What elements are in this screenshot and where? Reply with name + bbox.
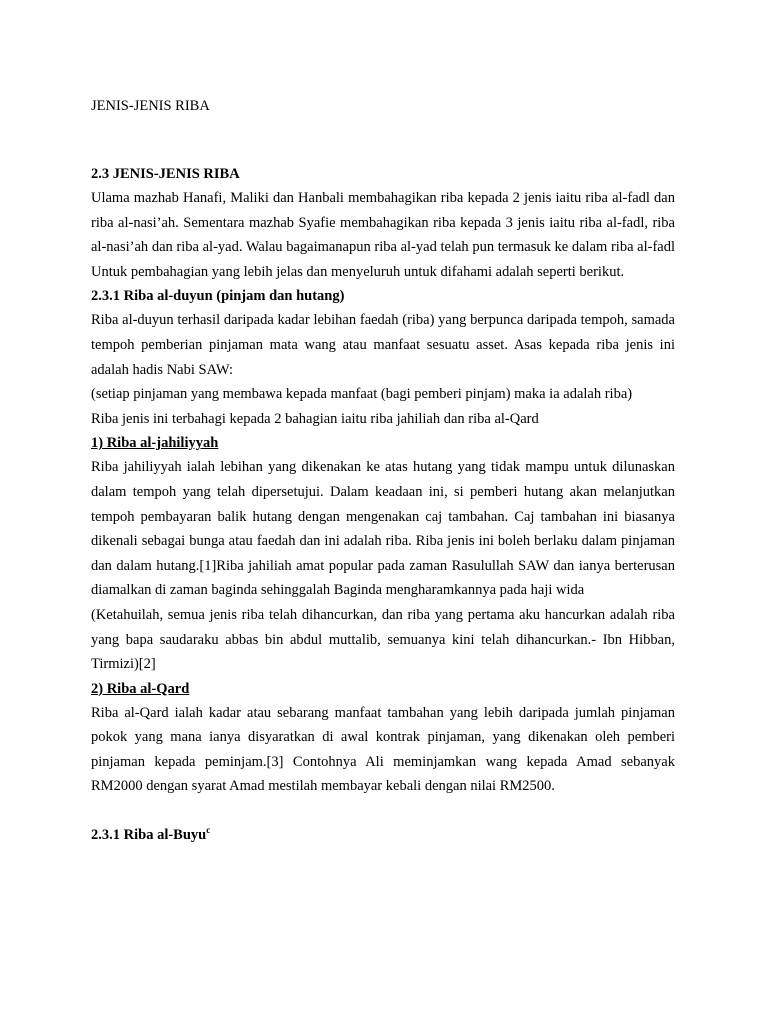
jahiliyyah-paragraph: Riba jahiliyyah ialah lebihan yang dikenakan ke atas hutang yang tidak mampu untuk dilunaskan dalam tempoh yang telah dipersetujui. Dalam keadaan ini, si pemberi hutang akan melanjutkan tempoh pembayaran balik hutang dengan mengenakan caj tambahan. Caj tambahan ini biasanya dikenali sebagai bunga atau faedah dan ini adalah riba. Riba jenis ini boleh berlaku dalam pinjaman dan dalam hutang.[1]Riba jahiliah amat popular pada zaman Rasulullah SAW dan ianya berterusan diamalkan di zaman baginda sehinggalah Baginda mengharamkannya pada haji wida	[91, 459, 675, 599]
hadith-quote: (setiap pinjaman yang membawa kepada manfaat (bagi pemberi pinjam) maka ia adalah riba)	[91, 386, 633, 403]
qard-heading: 2) Riba al-Qard	[91, 680, 190, 697]
section-heading-2-3-1: 2.3.1 Riba al-duyun (pinjam dan hutang)	[91, 288, 345, 305]
riba-duyun-paragraph: Riba al-duyun terhasil daripada kadar lebihan faedah (riba) yang berpunca daripada tempoh, samada tempoh pemberian pinjaman mata wang atau manfaat sesuatu asset. Asas kepada riba jenis ini adalah hadis Nabi SAW:	[91, 312, 675, 378]
document-title: JENIS-JENIS RIBA	[91, 98, 210, 114]
spacer	[91, 799, 675, 823]
section-2-3-paragraph: Ulama mazhab Hanafi, Maliki dan Hanbali membahagikan riba kepada 2 jenis iaitu riba al-fadl dan riba al-nasi’ah. Sementara mazhab Syafie membahagikan riba kepada 3 jenis iaitu riba al-fadl, riba al-nasi’ah dan riba al-yad. Walau bagaimanapun riba al-yad telah pun termasuk ke dalam riba al-fadl Untuk pembahagian yang lebih jelas dan menyeluruh untuk difahami adalah seperti berikut.	[91, 190, 675, 280]
buyu-heading	[91, 823, 675, 847]
section-heading-2-3: 2.3 JENIS-JENIS RIBA	[91, 166, 240, 182]
buyu-superscript: c	[206, 825, 211, 836]
qard-paragraph: Riba al-Qard ialah kadar atau sebarang manfaat tambahan yang lebih daripada jumlah pinjaman pokok yang mana ianya disyaratkan di awal kontrak pinjaman, yang dikenakan oleh pemberi pinjaman kepada peminjam.[3] Contohnya Ali meminjamkan wang kepada Amad sebanyak RM2000 dengan syarat Amad mestilah membayar kebali dengan nilai RM2500.	[91, 704, 675, 795]
document-page	[91, 96, 675, 847]
jahiliyyah-quote: (Ketahuilah, semua jenis riba telah dihancurkan, dan riba yang pertama aku hancurkan adalah riba yang bapa saudaraku abbas bin abdul muttalib, semuanya kini telah dihancurkan.- Ibn Hibban, Tirmizi)[2]	[91, 606, 675, 673]
jahiliyyah-heading: 1) Riba al-jahiliyyah	[91, 435, 219, 452]
buyu-heading-text: 2.3.1 Riba al-Buyu	[91, 827, 207, 844]
riba-division-text: Riba jenis ini terbahagi kepada 2 bahagian iaitu riba jahiliah dan riba al-Qard	[91, 410, 539, 427]
